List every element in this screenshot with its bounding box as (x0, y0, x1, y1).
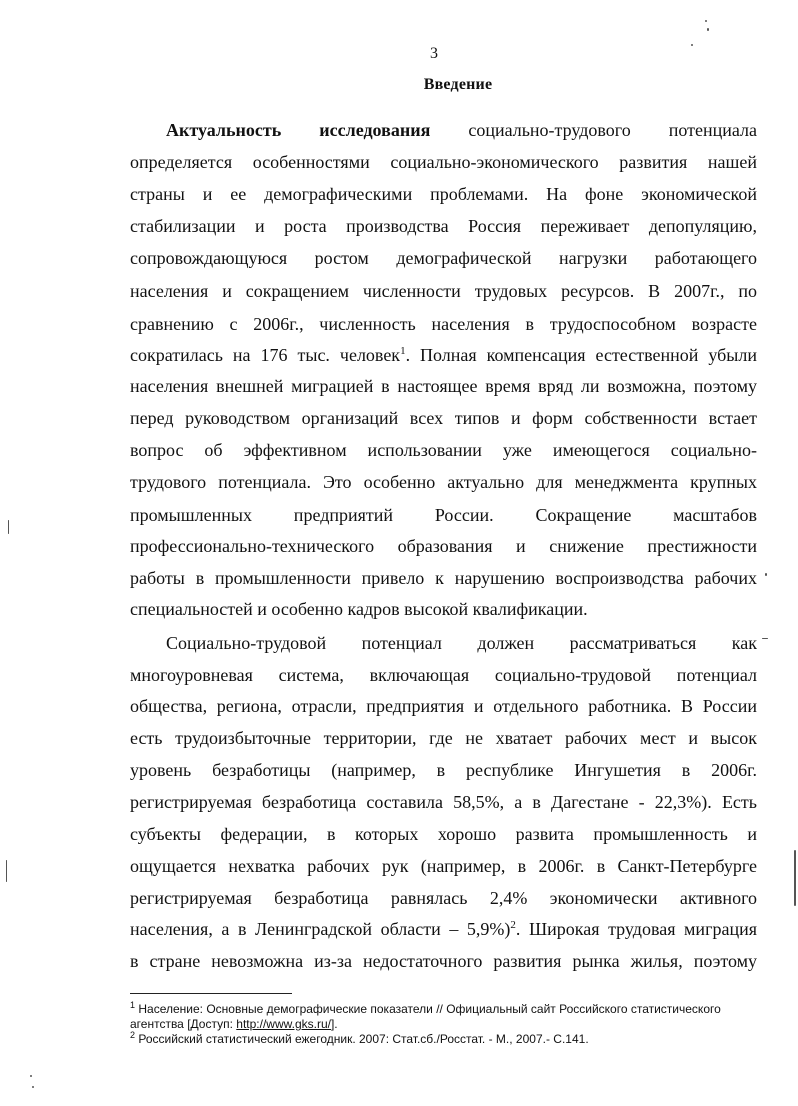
paragraph-1-line: работы в промышленности привело к нарушению воспроизводства рабочих (130, 568, 757, 588)
paragraph-1-line: вопрос об эффективном использовании уже имеющегося социально- (130, 440, 757, 460)
scan-speck (691, 44, 693, 46)
page-number: 3 (430, 45, 438, 62)
scan-edge-mark (794, 850, 796, 906)
paragraph-2-line: регистрируемая безработица составила 58,5%, а в Дагестане - 22,3%). Есть (130, 792, 757, 812)
footnote-1-prefix: агентства [Доступ: (130, 1017, 237, 1031)
scan-speck (707, 28, 709, 31)
scan-speck (6, 860, 7, 882)
footnote-ref-2[interactable]: 2 (510, 919, 516, 931)
footnote-ref-1[interactable]: 1 (400, 345, 406, 357)
paragraph-1-line: стабилизации и роста производства Россия переживает депопуляцию, (130, 216, 757, 236)
scan-speck (8, 520, 9, 534)
paragraph-1-line: страны и ее демографическими проблемами. На фоне экономической (130, 184, 757, 204)
paragraph-2-line: ощущается нехватка рабочих рук (например, в 2006г. в Санкт-Петербурге (130, 856, 757, 876)
paragraph-1-line-8 (130, 344, 757, 366)
footnote-1-line-2 (130, 1016, 760, 1032)
paragraph-2-line: общества, региона, отрасли, предприятия и отдельного работника. В России (130, 696, 757, 716)
paragraph-2-line: уровень безработицы (например, в республике Ингушетия в 2006г. (130, 760, 757, 780)
scan-speck (32, 1086, 34, 1088)
paragraph-2-line: есть трудоизбыточные территории, где не хватает рабочих мест и высок (130, 728, 757, 748)
paragraph-2-line: субъекты федерации, в которых хорошо развита промышленность и (130, 824, 757, 844)
scan-speck (765, 573, 767, 576)
footnote-1-marker: 1 (130, 1000, 136, 1010)
lead-word-2: исследования (319, 120, 431, 140)
footnote-1-link[interactable]: http://www.gks.ru/ (236, 1017, 331, 1031)
footnote-2-marker: 2 (130, 1030, 136, 1040)
line-10-start: населения, а в Ленинградской области – 5,9%) (130, 919, 511, 939)
paragraph-2-line: многоуровневая система, включающая социально-трудовой потенциал (130, 665, 757, 685)
footnote-1-line-1 (130, 1001, 760, 1017)
paragraph-1-line: сопровождающуюся ростом демографической нагрузки работающего (130, 248, 757, 268)
paragraph-2-line: регистрируемая безработица равнялась 2,4% экономически активного (130, 888, 757, 908)
paragraph-1-line: специальностей и особенно кадров высокой квалификации. (130, 599, 588, 619)
paragraph-2-line: в стране невозможна из-за недостаточного развития рынка жилья, поэтому (130, 951, 757, 971)
paragraph-1-line: перед руководством организаций всех типов и форм собственности встает (130, 408, 757, 428)
paragraph-1-line: населения внешней миграцией в настоящее время вряд ли возможна, поэтому (130, 376, 757, 396)
paragraph-1-line: населения и сокращением численности трудовых ресурсов. В 2007г., по (130, 281, 757, 301)
footnote-1-text: Население: Основные демографические показатели // Официальный сайт Российского статистического (138, 1002, 721, 1016)
paragraph-1-line: профессионально-технического образования и снижение престижности (130, 536, 757, 556)
scan-speck (30, 1075, 32, 1077)
line-1-rest: социально-трудового потенциала (468, 120, 758, 140)
lead-word-1: Актуальность (166, 120, 282, 140)
footnote-2 (130, 1031, 760, 1047)
paragraph-1-line: сравнению с 2006г., численность населения в трудоспособном возрасте (130, 314, 757, 334)
footnote-2-text: Российский статистический ежегодник. 2007: Стат.сб./Росстат. - М., 2007.- С.141. (138, 1032, 589, 1046)
scan-speck (762, 638, 768, 639)
paragraph-1-line: промышленных предприятий России. Сокращение масштабов (130, 505, 757, 525)
line-10-end: . Широкая трудовая миграция (515, 919, 757, 939)
footnote-1-suffix: ]. (330, 1017, 338, 1031)
paragraph-1-line: определяется особенностями социально-экономического развития нашей (130, 152, 757, 172)
paragraph-1-line-1 (166, 119, 757, 141)
paragraph-1-line: трудового потенциала. Это особенно актуально для менеджмента крупных (130, 472, 757, 492)
line-8-start: сократилась на 176 тыс. человек (130, 345, 401, 365)
scan-speck (705, 20, 707, 22)
paragraph-2-line: Социально-трудовой потенциал должен рассматриваться как (166, 633, 757, 653)
page-title: Введение (423, 76, 493, 93)
footnote-separator (130, 993, 292, 994)
line-8-end: . Полная компенсация естественной убыли (405, 345, 757, 365)
paragraph-2-line-10 (130, 918, 757, 940)
